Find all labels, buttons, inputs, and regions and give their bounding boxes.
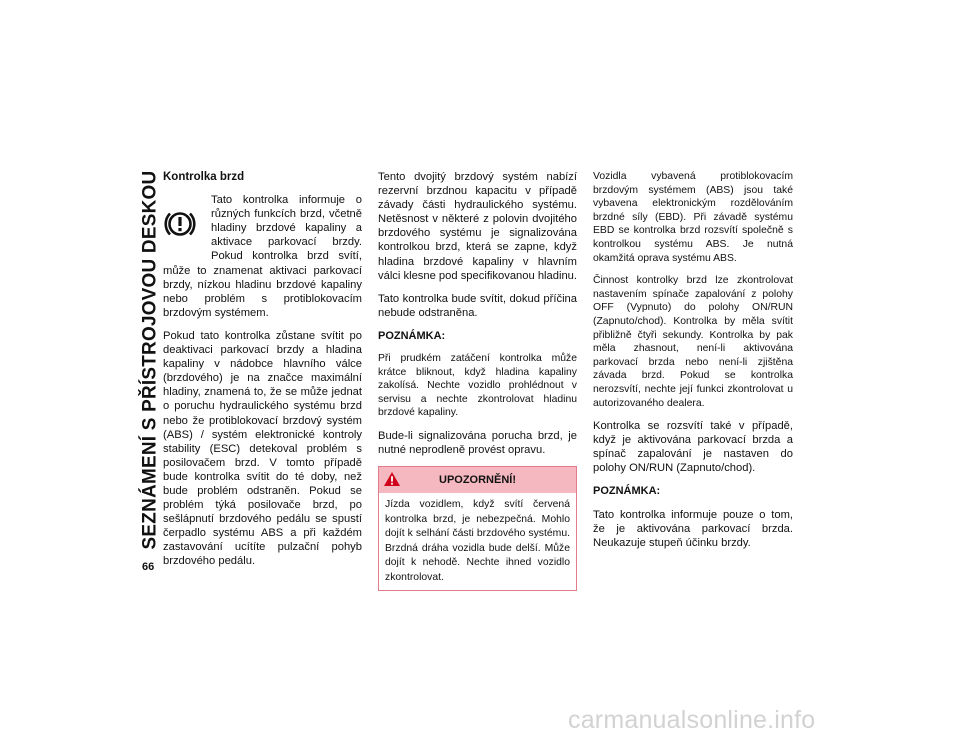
- note-title: POZNÁMKA:: [378, 329, 446, 342]
- ebd-paragraph: Vozidla vybavená protiblokovacím brzdovým systémem (ABS) jsou také vybavena elektronickým rozdělováním brzdné síly (EBD). Při závadě systému EBD se kontrolka brzd rozsvítí společně s kontrolkou systému ABS. Je nutná okamžitá oprava systému ABS.: [593, 171, 793, 264]
- check-light-paragraph: Činnost kontrolky brzd lze zkontrolovat nastavením spínače zapalování z polohy OFF (Vypnuto) do polohy ON/RUN (Zapnuto/chod). Kontrolka by měla svítit přibližně čtyři sekundy. Kontrolka by pak měla zhasnout, není-li aktivována parkovací brzda nebo není-li zjištěna závada brzd. Pokud se kontrolka nerozsvítí, nechte její funkci zkontrolovat u autorizovaného dealera.: [593, 275, 793, 409]
- warning-box: [378, 466, 577, 591]
- column-3: [593, 170, 793, 559]
- column-2: [378, 170, 577, 591]
- brake-warning-lamp-icon: [163, 193, 205, 249]
- column-1: [163, 170, 362, 578]
- dual-brake-paragraph: Tento dvojitý brzdový systém nabízí rezervní brzdnou kapacitu v případě závady části hydraulického systému. Netěsnost v některé z polovin dvojitého brzdového systému je signalizována kontrolkou brzd, která se zapne, když hladina brzdové kapaliny v hlavním válci klesne pod specifikovanou hladinu.: [378, 171, 578, 282]
- warning-triangle-icon: [383, 471, 401, 487]
- warning-text: Jízda vozidlem, když svítí červená kontrolka brzd, je nebezpečná. Mohlo dojít k selhání části brzdového systému. Brzdná dráha vozidla bude delší. Může dojít k nehodě. Nechte ihned vozidlo zkontrolovat.: [385, 499, 570, 583]
- watermark: carmanualsonline.info: [568, 706, 816, 734]
- parking-brake-paragraph: Kontrolka se rozsvítí také v případě, když je aktivována parkovací brzda a spínač zapalování je nastaven do polohy ON/RUN (Zapnuto/chod).: [593, 420, 793, 475]
- warning-header: [379, 467, 576, 493]
- brake-light-heading: Kontrolka brzd: [163, 171, 245, 183]
- note-text: Při prudkém zatáčení kontrolka může krátce bliknout, když hladina kapaliny zakolísá. Nechte vozidlo prohlédnout v servisu a nechte zkontrolovat hladinu brzdové kapaliny.: [378, 353, 577, 419]
- page-number: 66: [142, 561, 155, 573]
- note-text-2: Tato kontrolka informuje pouze o tom, že je aktivována parkovací brzda. Neukazuje stupeň účinku brzdy.: [593, 508, 793, 549]
- brake-light-paragraph-2: Pokud tato kontrolka zůstane svítit po deaktivaci parkovací brzdy a hladina kapaliny v nádobce hlavního válce (brzdového) je na značce maximální hladiny, znamená to, že se může jednat o poruchu hydraulického systému brzd nebo že protiblokovací brzdový systém (ABS) / systém elektronické kontroly stability (ESC) detekoval problém s posilovačem brzd. V tomto případě bude kontrolka svítit do té doby, než bude problém odstraněn. Pokud se problém týká posilovače brzd, po sešlápnutí brzdového pedálu se spustí čerpadlo systému ABS a při každém zastavování ucítíte pulzační pohyb brzdového pedálu.: [163, 329, 362, 568]
- light-on-paragraph: Tato kontrolka bude svítit, dokud příčina nebude odstraněna.: [378, 292, 577, 319]
- warning-title: UPOZORNĚNÍ!: [439, 474, 516, 487]
- section-title-text: SEZNÁMENÍ S PŘÍSTROJOVOU DESKOU: [139, 170, 160, 550]
- brake-light-intro: Tato kontrolka informuje o různých funkcích brzd, včetně hladiny brzdové kapaliny a aktivace parkovací brzdy. Pokud kontrolka brzd svítí, může to znamenat aktivaci parkovací brzdy, nízkou hladinu brzdové kapaliny nebo problém s protiblokovacím brzdovým systémem.: [163, 194, 362, 319]
- note-title-2: POZNÁMKA:: [593, 485, 661, 498]
- repair-paragraph: Bude-li signalizována porucha brzd, je nutné neprodleně provést opravu.: [378, 430, 577, 457]
